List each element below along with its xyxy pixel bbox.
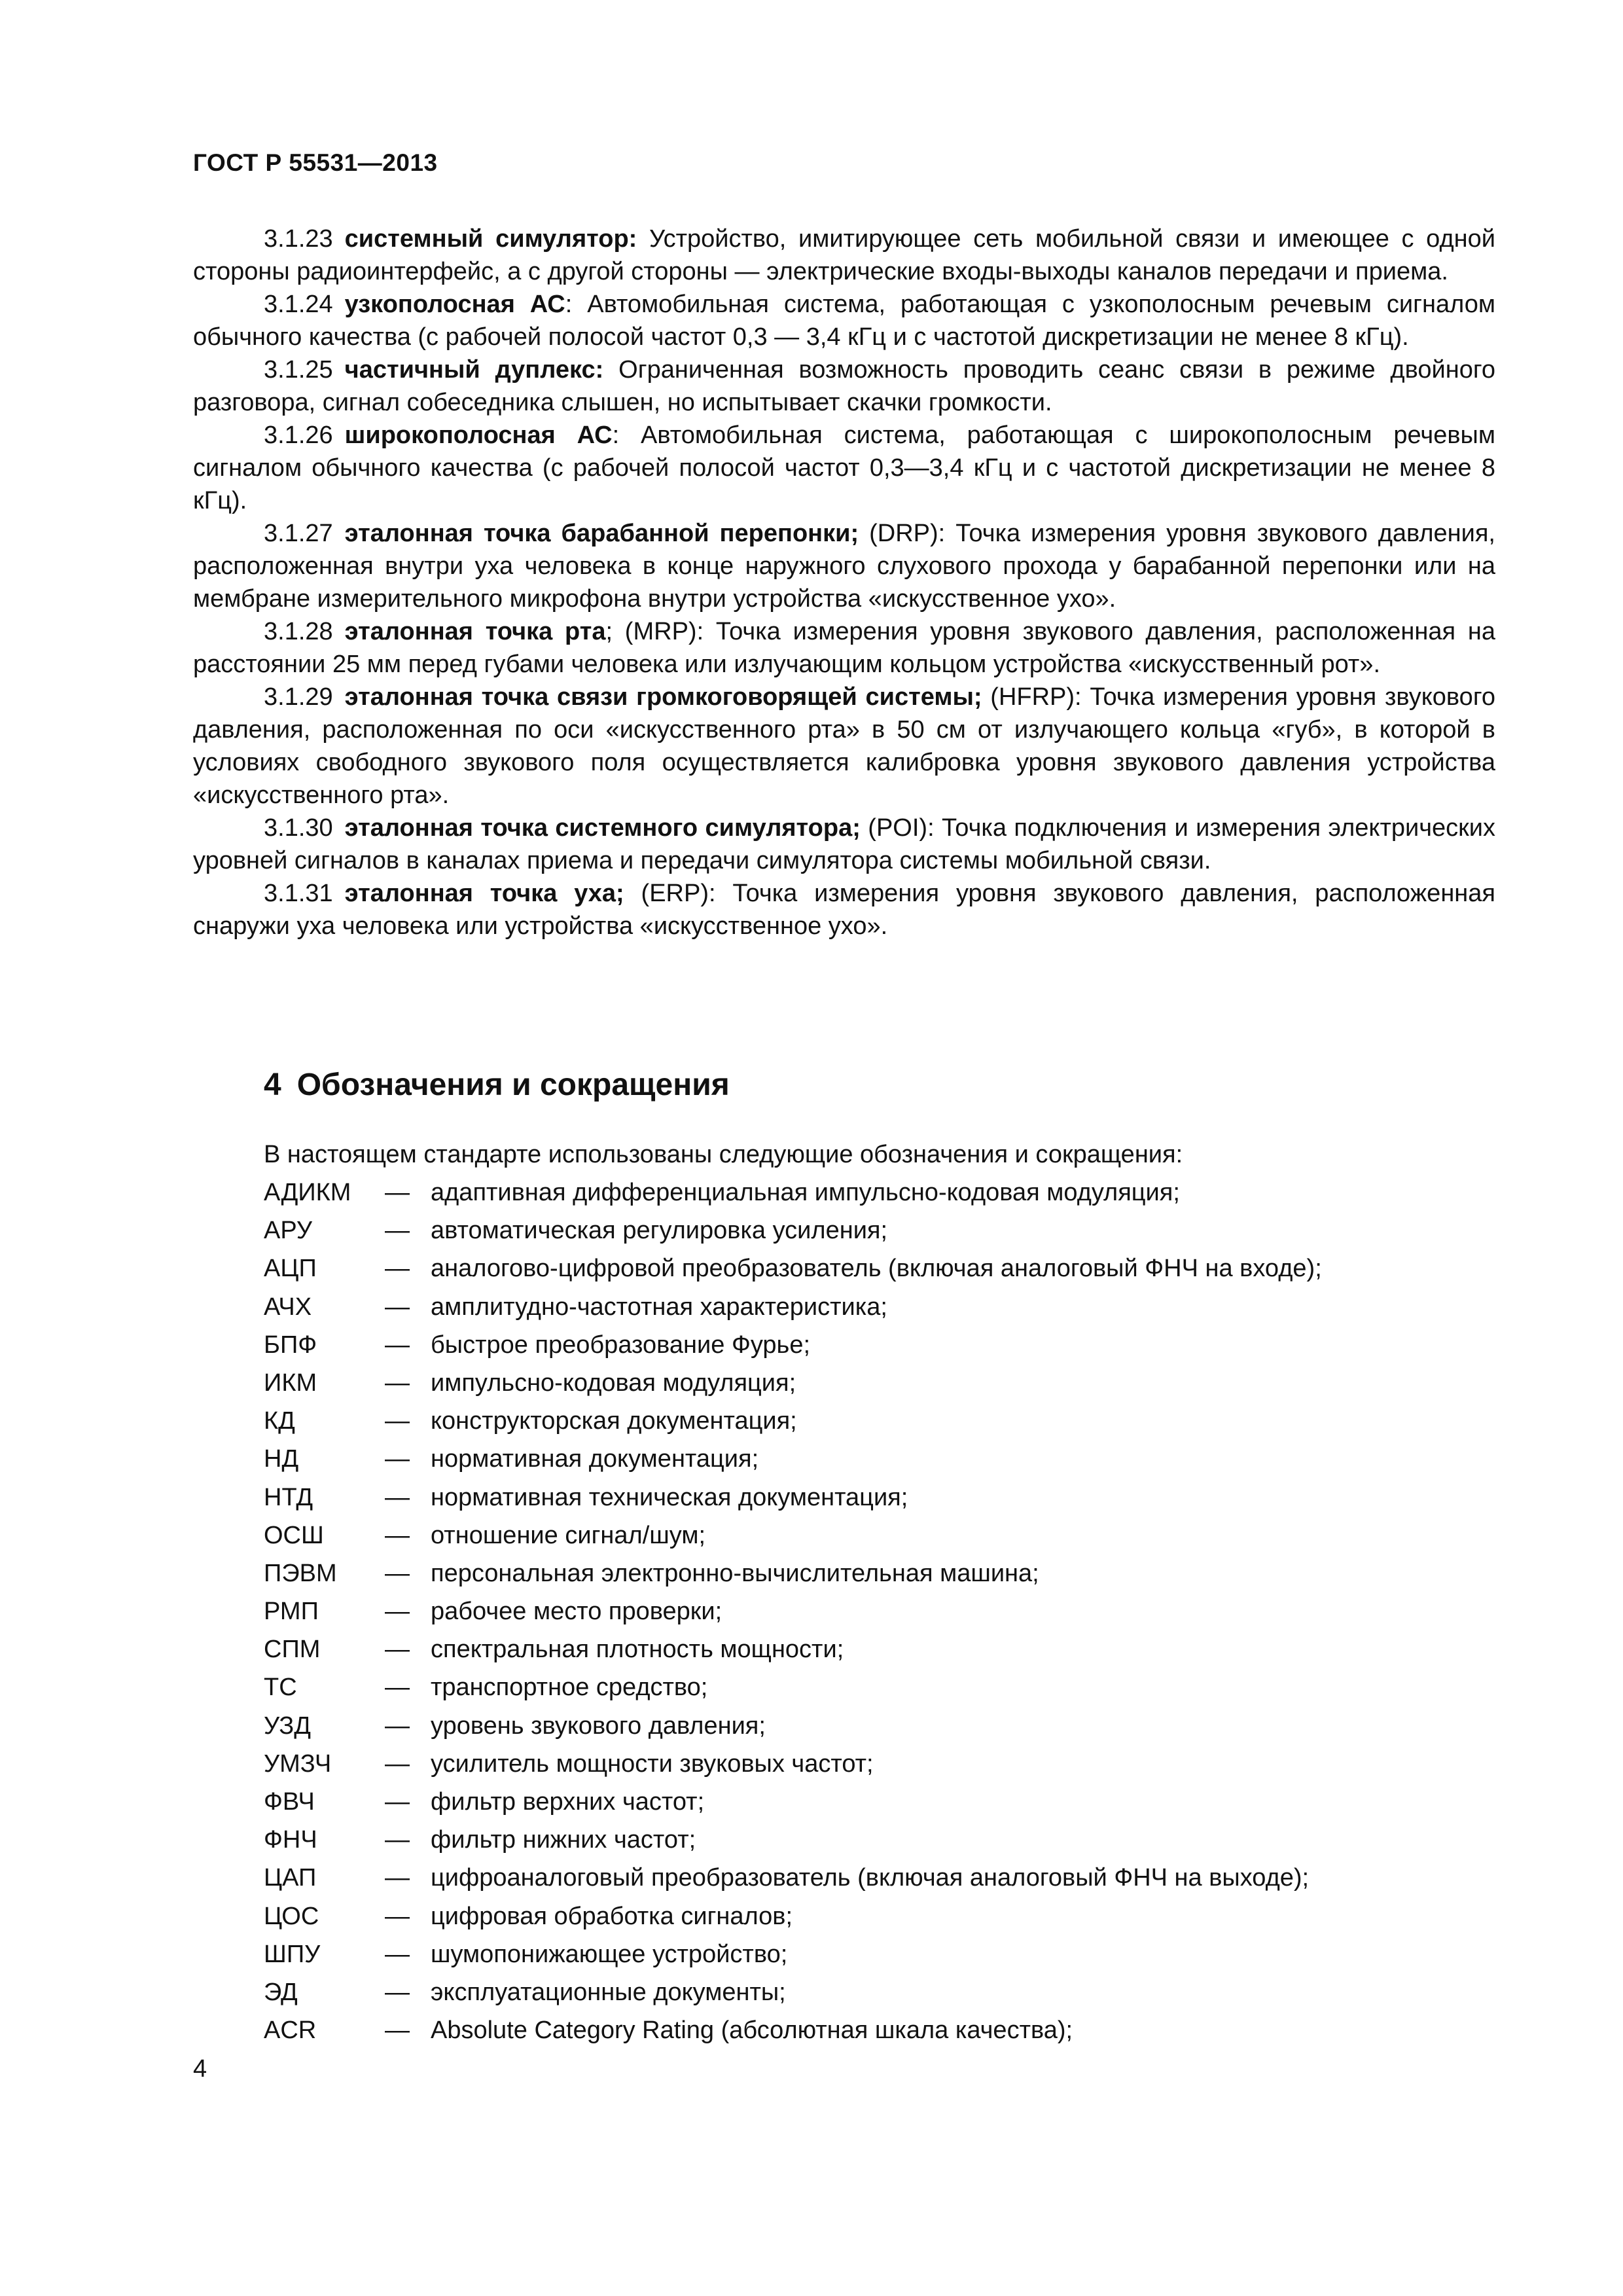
abbreviation-item [264,1630,1322,1668]
abbreviation-code: ФНЧ [264,1826,317,1854]
abbreviation-description: нормативная техническая документация; [431,1483,908,1511]
abbreviation-dash: — [385,1521,410,1549]
abbreviation-description: отношение сигнал/шум; [431,1521,706,1549]
abbreviations-list [264,1174,1322,2049]
abbreviation-description: фильтр верхних частот; [431,1788,705,1816]
document-code: ГОСТ Р 55531—2013 [193,149,438,176]
abbreviation-item [264,2011,1322,2049]
definition-text: (HFRP): Точка измерения уровня звукового давления, расположенная по оси «искусственного рта» в 50 см от излучающего кольца «губ», в которой в условиях свободного звукового поля осуществляется калибровка уровня звукового давления устройства «искусственного рта». [193,683,1495,809]
abbreviation-item [264,1211,1322,1249]
abbreviation-description: Absolute Category Rating (абсолютная шкала качества); [431,2017,1073,2045]
abbreviation-item [264,1249,1322,1287]
definition-text: : Автомобильная система, работающая с узкополосным речевым сигналом обычного качества (с рабочей полосой частот 0,3 — 3,4 кГц и с частотой дискретизации не менее 8 кГц). [193,291,1495,351]
abbreviation-description: фильтр нижних частот; [431,1826,696,1854]
abbreviation-dash: — [385,1407,410,1435]
abbreviation-item [264,1479,1322,1516]
abbreviation-dash: — [385,1483,410,1511]
abbreviation-description: импульсно-кодовая модуляция; [431,1369,796,1397]
abbreviation-item [264,1326,1322,1364]
abbreviation-description: уровень звукового давления; [431,1712,766,1740]
abbreviation-item [264,1554,1322,1592]
definition-text: Ограниченная возможность проводить сеанс связи в режиме двойного разговора, сигнал собеседника слышен, но испытывает скачки громкости. [193,356,1496,416]
abbreviation-code: ЦАП [264,1864,317,1892]
abbreviation-code: НД [264,1445,299,1473]
definition-term: эталонная точка барабанной перепонки; [344,520,859,547]
definition-text: : Автомобильная система, работающая с широкополосным речевым сигналом обычного качества (с рабочей полосой частот 0,3—3,4 кГц и с частотой дискретизации не менее 8 кГц). [193,422,1495,514]
abbreviation-code: ЦОС [264,1902,319,1930]
abbreviation-dash: — [385,1978,410,2006]
abbreviation-code: СПМ [264,1636,321,1664]
page-number: 4 [193,2055,207,2083]
definition-text: Устройство, имитирующее сеть мобильной связи и имеющее с одной стороны радиоинтерфейс, а с другой стороны — электрические входы-выходы каналов передачи и приема. [193,225,1495,285]
definition-item [193,223,1495,288]
definition-text: ; (MRP): Точка измерения уровня звукового давления, расположенная на расстоянии 25 мм перед губами человека или излучающим кольцом устройства «искусственный рот». [193,618,1495,678]
abbreviation-code: ИКМ [264,1369,317,1397]
abbreviation-code: АЦП [264,1255,317,1283]
abbreviation-item [264,1592,1322,1630]
definition-item [193,877,1495,942]
definition-term: эталонная точка уха; [344,880,624,907]
abbreviation-dash: — [385,1749,410,1778]
abbreviation-dash: — [385,1559,410,1587]
definition-term: эталонная точка связи громкоговорящей системы; [344,683,982,711]
abbreviation-item [264,1516,1322,1554]
abbreviation-item [264,1973,1322,2011]
abbreviation-item [264,1440,1322,1478]
abbreviation-dash: — [385,1293,410,1321]
abbreviation-dash: — [385,2017,410,2045]
definition-item [193,681,1495,812]
definition-item [193,812,1495,877]
abbreviation-description: быстрое преобразование Фурье; [431,1331,811,1359]
abbreviation-code: АДИКМ [264,1179,351,1206]
abbreviation-code: ОСШ [264,1521,324,1549]
abbreviation-description: эксплуатационные документы; [431,1978,786,2006]
abbreviation-item [264,1174,1322,1211]
definition-number: 3.1.31 [264,880,333,907]
definitions-list [193,223,1495,942]
abbreviation-item [264,1402,1322,1440]
abbreviation-description: автоматическая регулировка усиления; [431,1217,888,1245]
abbreviation-description: цифроаналоговый преобразователь (включая аналоговый ФНЧ на выходе); [431,1864,1310,1892]
abbreviation-code: КД [264,1407,295,1435]
definition-term: эталонная точка рта [344,618,606,645]
abbreviation-dash: — [385,1674,410,1702]
abbreviation-item [264,1707,1322,1745]
abbreviation-dash: — [385,1826,410,1854]
definition-item [193,615,1495,681]
abbreviation-dash: — [385,1179,410,1206]
abbreviation-dash: — [385,1712,410,1740]
abbreviation-dash: — [385,1864,410,1892]
abbreviation-item [264,1745,1322,1783]
definition-item [193,517,1495,615]
abbreviation-item [264,1288,1322,1326]
abbreviation-item [264,1897,1322,1935]
abbreviation-code: ПЭВМ [264,1559,337,1587]
definition-number: 3.1.27 [264,520,333,547]
abbreviation-dash: — [385,1369,410,1397]
definition-number: 3.1.28 [264,618,333,645]
abbreviation-description: транспортное средство; [431,1674,708,1702]
definition-term: частичный дуплекс: [344,356,604,384]
abbreviation-code: АЧХ [264,1293,312,1321]
abbreviation-dash: — [385,1636,410,1664]
abbreviation-code: ТС [264,1674,297,1702]
abbreviation-code: АРУ [264,1217,312,1245]
abbreviation-item [264,1935,1322,1973]
abbreviation-description: усилитель мощности звуковых частот; [431,1749,874,1778]
definition-term: системный симулятор: [344,225,637,253]
abbreviation-item [264,1859,1322,1897]
definition-item [193,288,1495,353]
abbreviation-code: ШПУ [264,1940,321,1968]
definition-number: 3.1.23 [264,225,333,253]
abbreviation-code: РМП [264,1598,319,1626]
abbreviation-code: ЭД [264,1978,298,2006]
definition-number: 3.1.29 [264,683,333,711]
abbreviation-dash: — [385,1217,410,1245]
abbreviation-code: ФВЧ [264,1788,315,1816]
abbreviation-code: НТД [264,1483,313,1511]
section-heading [264,1067,730,1103]
abbreviations-intro: В настоящем стандарте использованы следующие обозначения и сокращения: [264,1141,1183,1168]
abbreviation-item [264,1668,1322,1706]
abbreviation-code: ACR [264,2017,317,2045]
definition-number: 3.1.24 [264,291,333,318]
abbreviation-description: цифровая обработка сигналов; [431,1902,793,1930]
abbreviation-code: УЗД [264,1712,311,1740]
section-number: 4 [264,1067,281,1102]
definition-text: (POI): Точка подключения и измерения электрических уровней сигналов в каналах приема и передачи симулятора системы мобильной связи. [193,814,1496,874]
definition-text: (DRP): Точка измерения уровня звукового давления, расположенная внутри уха человека в конце наружного слухового прохода у барабанной перепонки или на мембране измерительного микрофона внутри устройства «искусственное ухо». [193,520,1495,613]
abbreviation-code: УМЗЧ [264,1749,332,1778]
abbreviation-description: нормативная документация; [431,1445,759,1473]
abbreviation-dash: — [385,1940,410,1968]
abbreviation-description: конструкторская документация; [431,1407,797,1435]
abbreviation-description: аналогово-цифровой преобразователь (включая аналоговый ФНЧ на входе); [431,1255,1322,1283]
abbreviation-code: БПФ [264,1331,317,1359]
abbreviation-dash: — [385,1331,410,1359]
abbreviation-description: персональная электронно-вычислительная машина; [431,1559,1039,1587]
abbreviation-dash: — [385,1598,410,1626]
definition-item [193,353,1495,419]
definition-text: (ERP): Точка измерения уровня звукового давления, расположенная снаружи уха человека или устройства «искусственное ухо». [193,880,1495,940]
definition-term: узкополосная АС [344,291,565,318]
section-title: Обозначения и сокращения [296,1067,730,1102]
abbreviation-item [264,1783,1322,1821]
abbreviation-dash: — [385,1902,410,1930]
definition-item [193,419,1495,517]
definition-number: 3.1.30 [264,814,333,842]
abbreviation-item [264,1821,1322,1859]
abbreviation-description: рабочее место проверки; [431,1598,722,1626]
abbreviation-dash: — [385,1445,410,1473]
abbreviation-description: шумопонижающее устройство; [431,1940,788,1968]
abbreviation-dash: — [385,1788,410,1816]
definition-number: 3.1.25 [264,356,333,384]
definition-term: эталонная точка системного симулятора; [344,814,861,842]
abbreviation-description: спектральная плотность мощности; [431,1636,844,1664]
definition-number: 3.1.26 [264,422,333,449]
abbreviation-item [264,1364,1322,1402]
abbreviation-description: адаптивная дифференциальная импульсно-кодовая модуляция; [431,1179,1180,1206]
definition-term: широкополосная АС [344,422,613,449]
abbreviation-description: амплитудно-частотная характеристика; [431,1293,887,1321]
abbreviation-dash: — [385,1255,410,1283]
